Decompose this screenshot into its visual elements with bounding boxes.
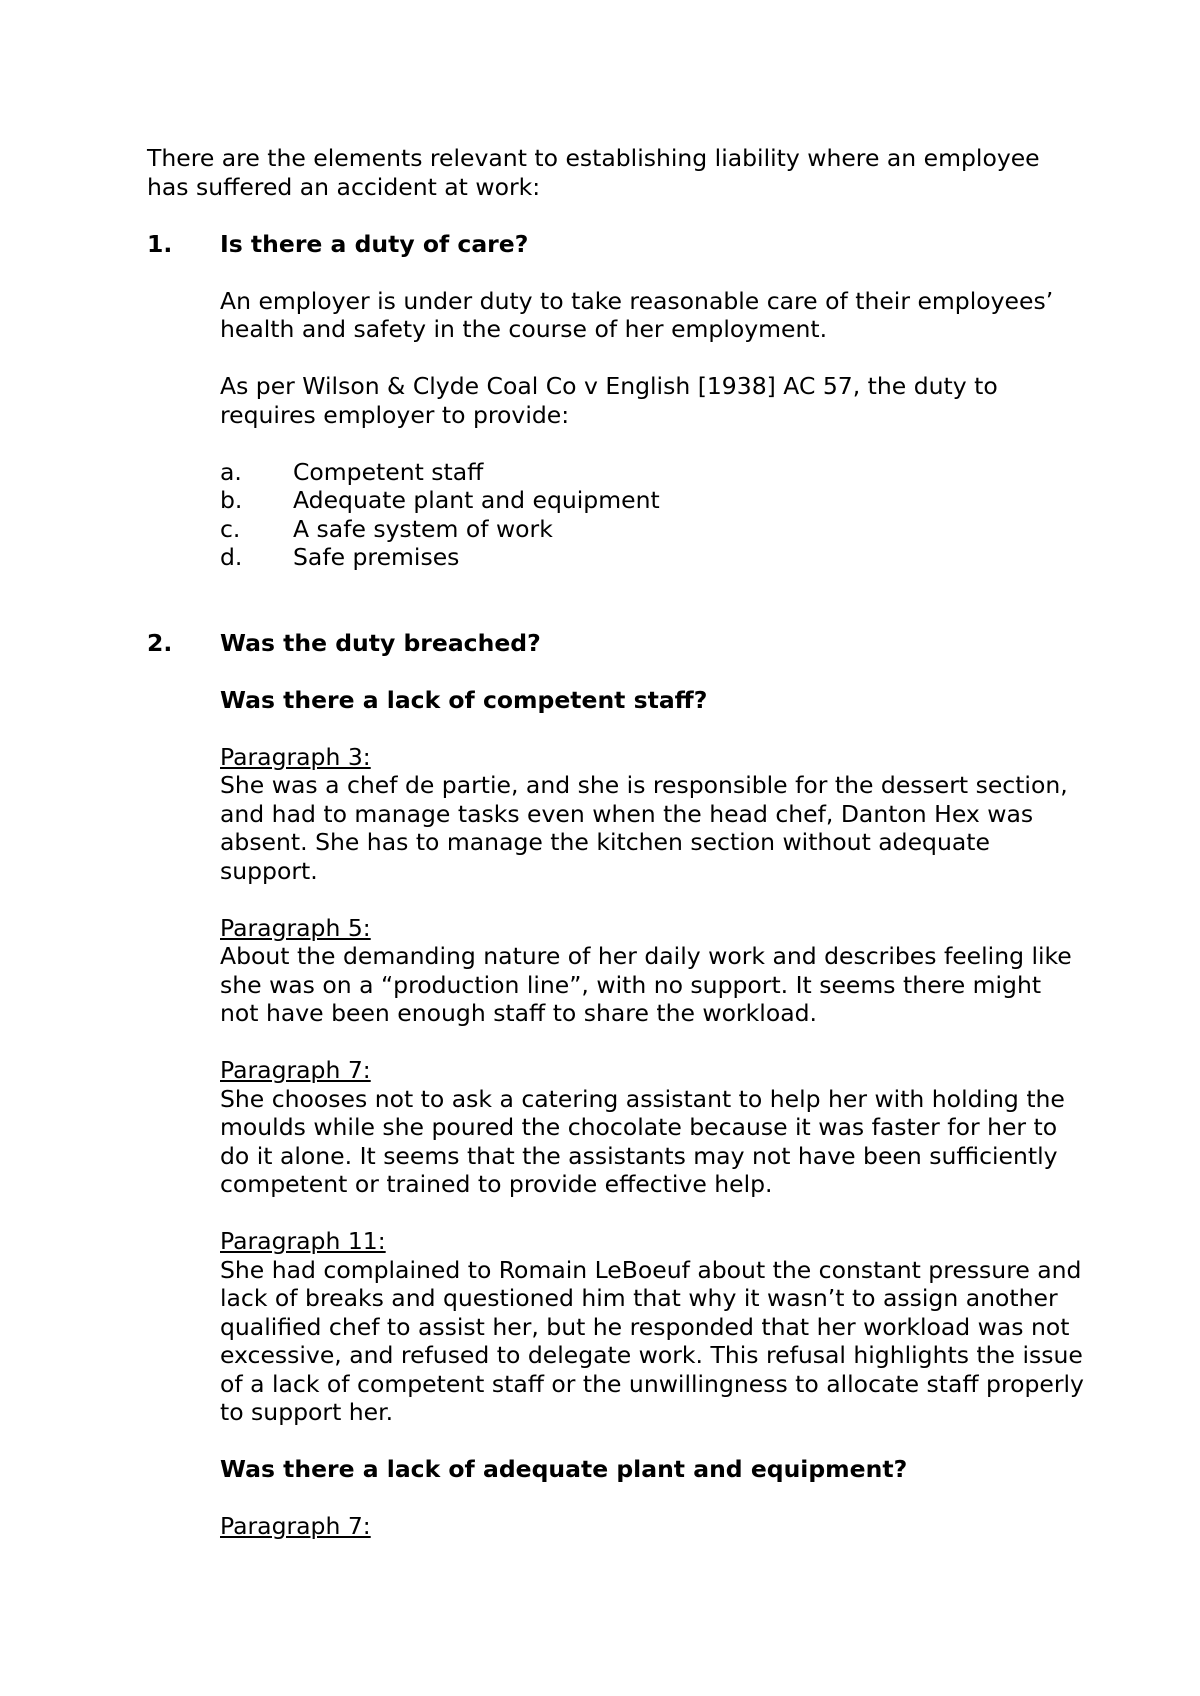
section-1-heading [147, 230, 1087, 259]
duty-of-care-paragraph: An employer is under duty to take reasonable care of their employees’ health and safety in the course of her employment. [220, 286, 1054, 343]
paragraph-reference-label: Paragraph 11: [220, 1227, 386, 1255]
paragraph-reference-text: She chooses not to ask a catering assistant to help her with holding the moulds while she poured the chocolate because it was faster for her to do it alone. It seems that the assistants may not have been sufficiently competent or trained to provide effective help. [220, 1084, 1065, 1198]
plant-equipment-question: Was there a lack of adequate plant and equipment? [220, 1455, 908, 1483]
list-item-text: Safe premises [293, 543, 460, 571]
paragraph-reference-text: About the demanding nature of her daily work and describes feeling like she was on a “production line”, with no support. It seems there might not have been enough staff to share the workload. [220, 942, 1072, 1027]
paragraph-reference-label: Paragraph 5: [220, 913, 371, 942]
paragraph-reference [220, 1056, 1087, 1199]
section-2-number: 2. [147, 628, 173, 657]
list-item-letter: c. [220, 514, 241, 543]
paragraph-reference-label: Paragraph 3: [220, 742, 371, 771]
document-body [147, 144, 1087, 1541]
list-item-letter: b. [220, 486, 243, 514]
list-item-text: Competent staff [293, 457, 484, 486]
list-item-letter: a. [220, 457, 242, 486]
duty-list [220, 458, 1087, 572]
list-item [220, 486, 1087, 515]
list-item [220, 543, 1087, 572]
paragraph-reference [220, 743, 1087, 886]
case-citation-paragraph: As per Wilson & Clyde Coal Co v English [1938] AC 57, the duty to requires employer to provide: [220, 372, 998, 429]
intro-paragraph: There are the elements relevant to establishing liability where an employee has suffered an accident at work: [147, 144, 1040, 201]
list-item-text: A safe system of work [293, 514, 553, 543]
paragraph-reference-label: Paragraph 7: [220, 1056, 371, 1084]
list-item [220, 515, 1087, 544]
paragraph-reference [220, 914, 1087, 1028]
section-2-title: Was the duty breached? [220, 628, 541, 657]
section-2-heading [147, 629, 1087, 658]
paragraph-reference-text: She had complained to Romain LeBoeuf about the constant pressure and lack of breaks and questioned him that why it wasn’t to assign another qualified chef to assist her, but he responded that her workload was not excessive, and refused to delegate work. This refusal highlights the issue of a lack of competent staff or the unwillingness to allocate staff properly to support her. [220, 1255, 1084, 1426]
list-item-letter: d. [220, 543, 243, 571]
paragraph-reference [220, 1227, 1087, 1427]
list-item-text: Adequate plant and equipment [293, 486, 660, 514]
section-1-title: Is there a duty of care? [220, 229, 529, 258]
list-item [220, 458, 1087, 487]
section-1-number: 1. [147, 229, 173, 258]
paragraph-reference-label: Paragraph 7: [220, 1512, 371, 1540]
competent-staff-question: Was there a lack of competent staff? [220, 685, 708, 714]
paragraph-reference-text: She was a chef de partie, and she is responsible for the dessert section, and had to manage tasks even when the head chef, Danton Hex was absent. She has to manage the kitchen section without adequate support. [220, 771, 1068, 885]
